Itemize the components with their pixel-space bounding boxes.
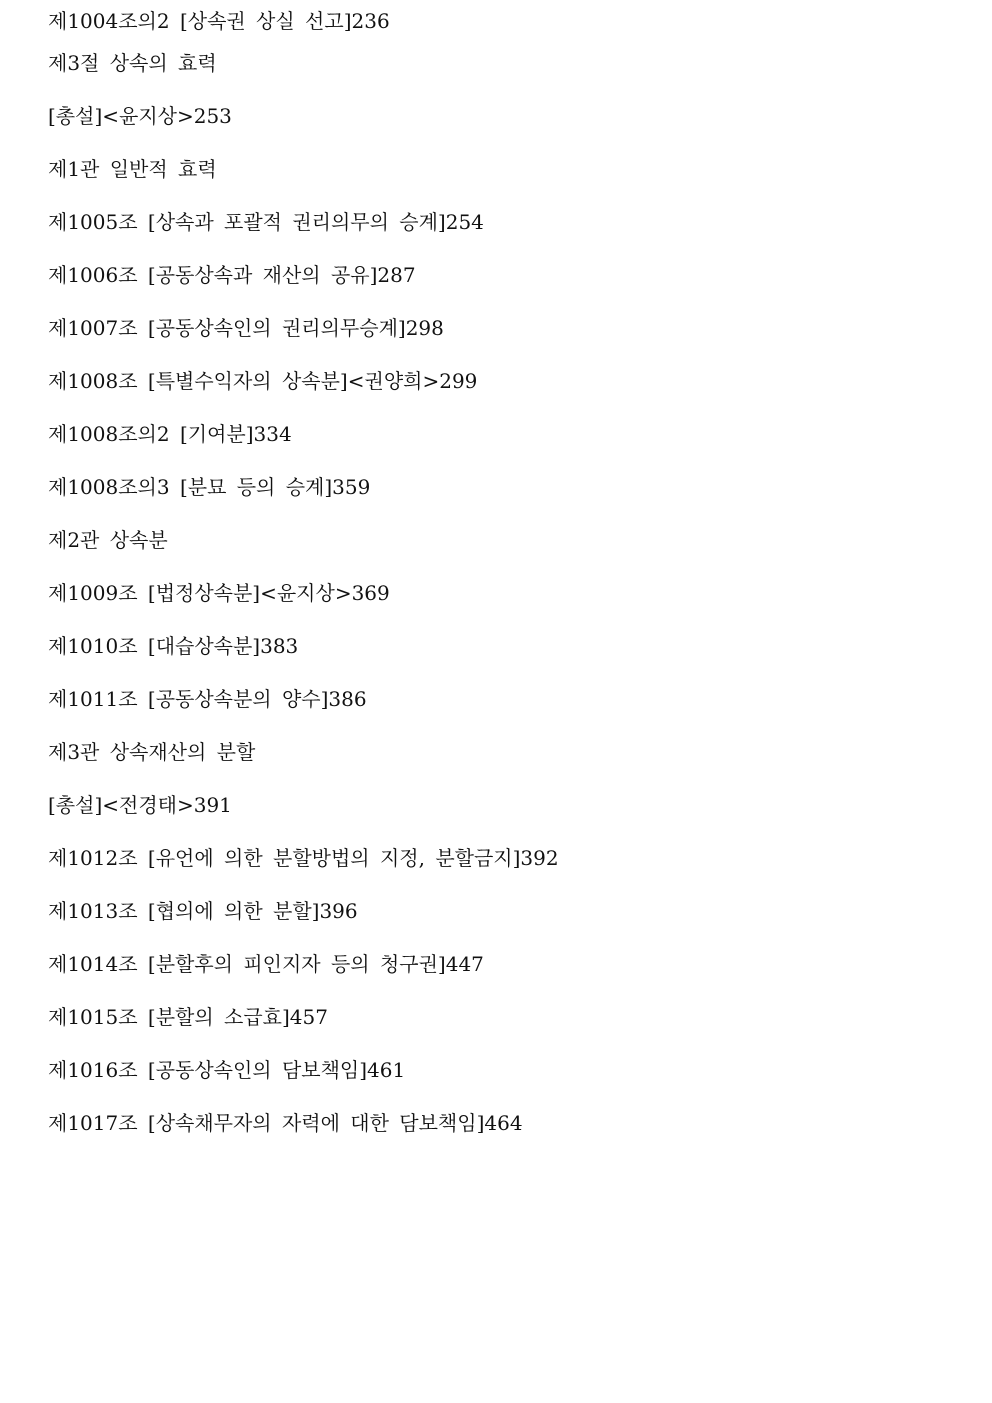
toc-entry-text: 제1008조의3 [분묘 등의 승계]359 — [48, 475, 371, 499]
toc-subsection-heading-text: 제3관 상속재산의 분할 — [48, 740, 256, 764]
toc-entry-text: [총설]<전경태>391 — [48, 793, 232, 817]
table-of-contents — [48, 0, 948, 1166]
toc-entry-text: 제1009조 [법정상속분]<윤지상>369 — [48, 581, 390, 605]
toc-entry-text: 제1006조 [공동상속과 재산의 공유]287 — [48, 263, 416, 287]
toc-entry-text: 제1004조의2 [상속권 상실 선고]236 — [48, 9, 390, 33]
toc-subsection-heading-text: 제1관 일반적 효력 — [48, 157, 217, 181]
toc-entry-text: 제1008조 [특별수익자의 상속분]<권양희>299 — [48, 369, 478, 393]
toc-entry-text: 제1011조 [공동상속분의 양수]386 — [48, 687, 367, 711]
toc-entry-text: 제1010조 [대습상속분]383 — [48, 634, 299, 658]
toc-entry-text: 제1017조 [상속채무자의 자력에 대한 담보책임]464 — [48, 1111, 523, 1135]
toc-entry-text: 제1014조 [분할후의 피인지자 등의 청구권]447 — [48, 952, 484, 976]
toc-section-heading-text: 제3절 상속의 효력 — [48, 51, 217, 75]
toc-entry-text: 제1015조 [분할의 소급효]457 — [48, 1005, 328, 1029]
toc-entry-text: 제1012조 [유언에 의한 분할방법의 지정, 분할금지]392 — [48, 846, 559, 870]
toc-subsection-heading-text: 제2관 상속분 — [48, 528, 168, 552]
toc-entry-text: 제1008조의2 [기여분]334 — [48, 422, 292, 446]
toc-entry-text: 제1016조 [공동상속인의 담보책임]461 — [48, 1058, 406, 1082]
toc-entry-text: [총설]<윤지상>253 — [48, 104, 232, 128]
toc-entry-text: 제1005조 [상속과 포괄적 권리의무의 승계]254 — [48, 210, 484, 234]
toc-entry — [48, 1102, 948, 1166]
toc-entry-text: 제1007조 [공동상속인의 권리의무승계]298 — [48, 316, 444, 340]
toc-entry-text: 제1013조 [협의에 의한 분할]396 — [48, 899, 358, 923]
